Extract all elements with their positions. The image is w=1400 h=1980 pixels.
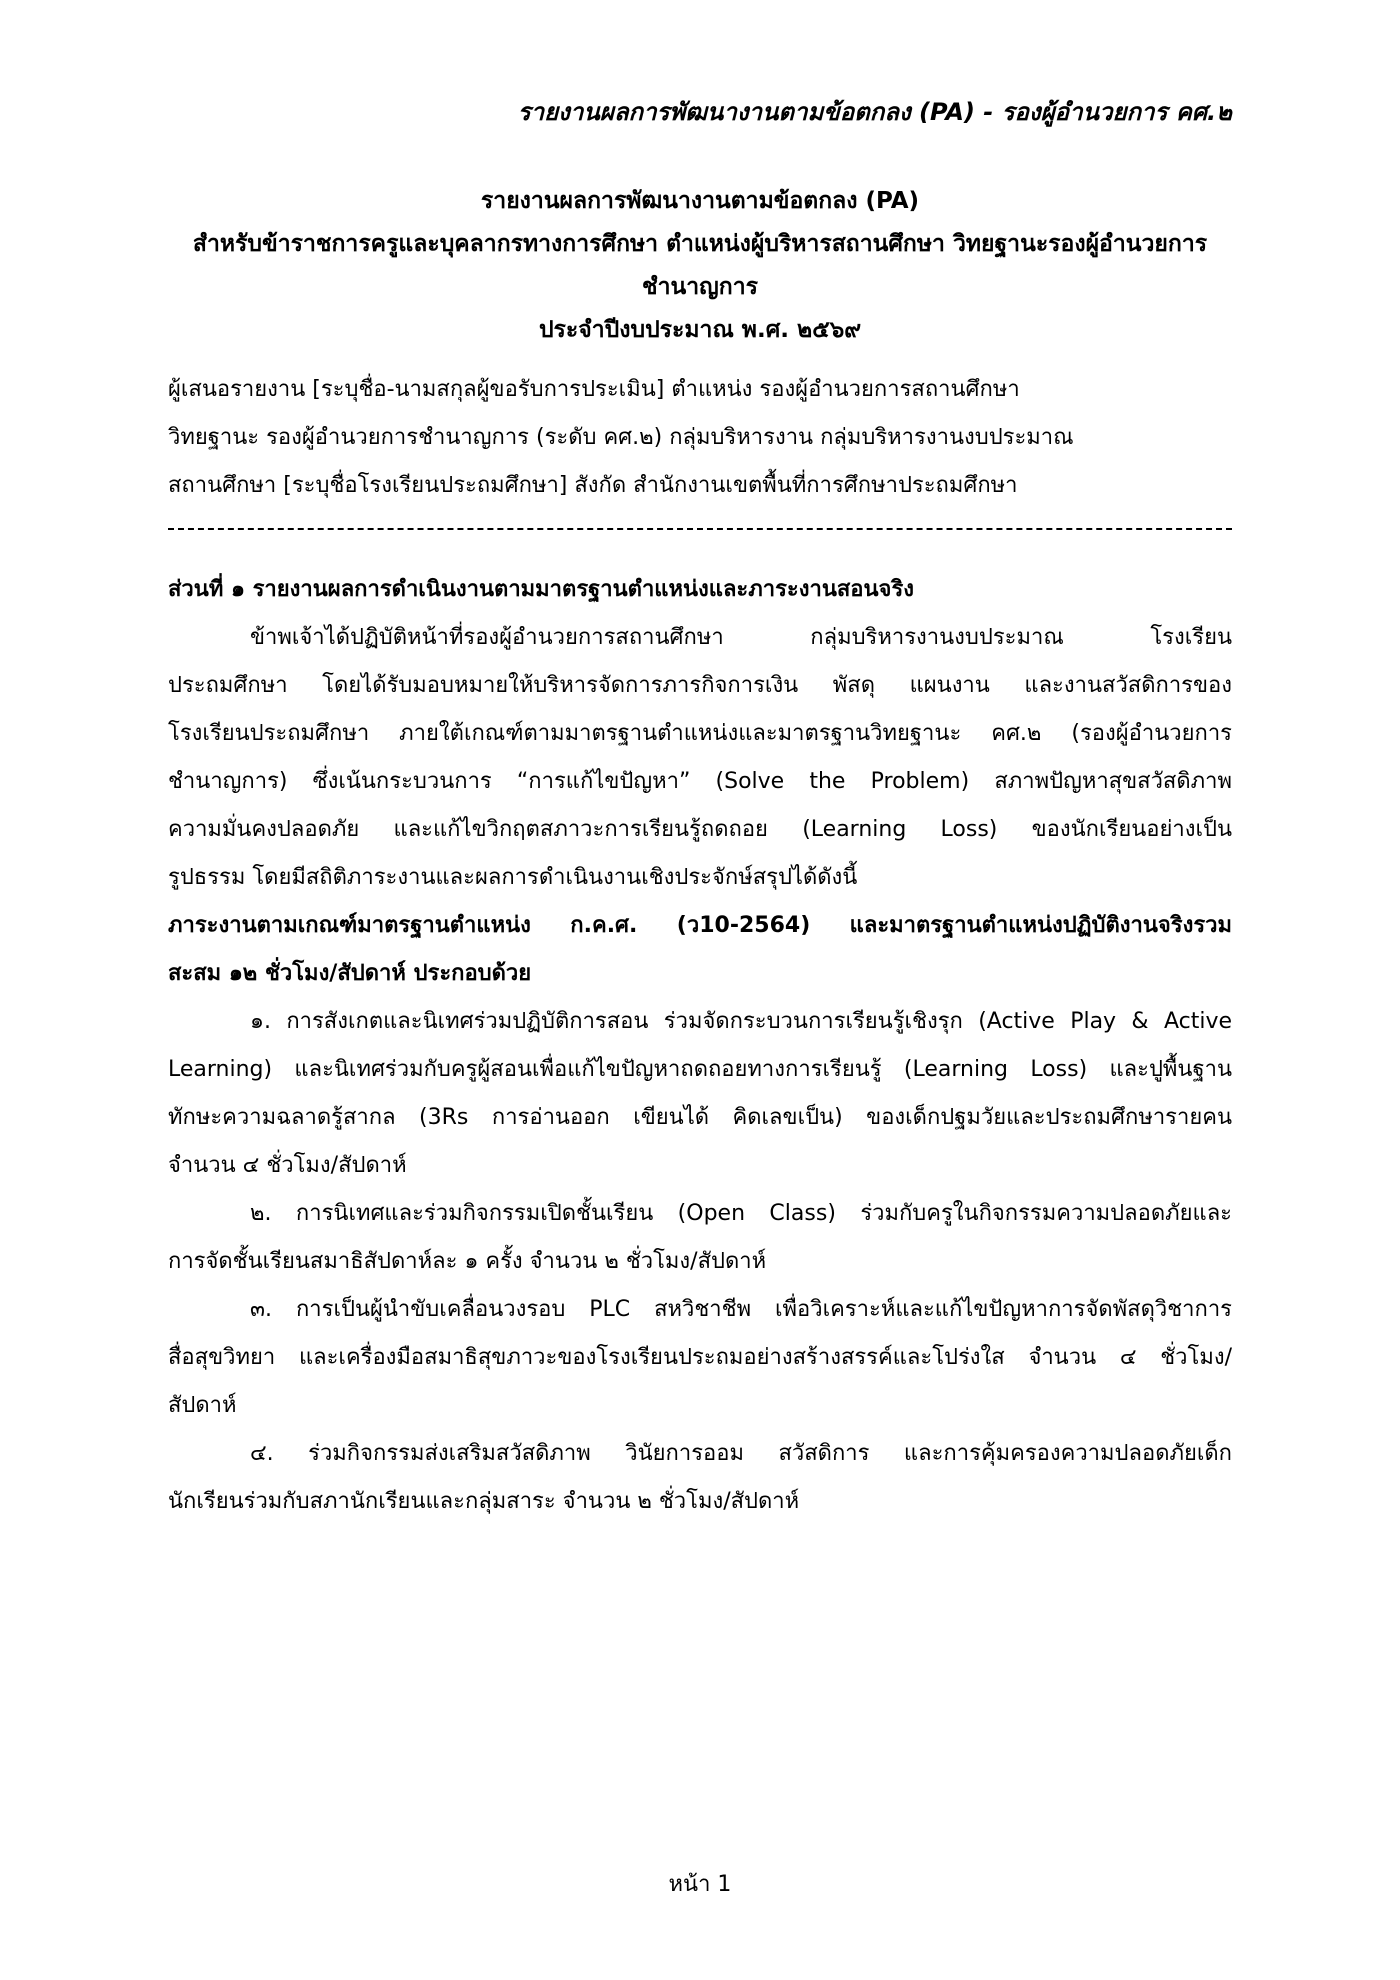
workload-heading: สะสม ๑๒ ชั่วโมง/สัปดาห์ ประกอบด้วย [168,961,532,986]
intro-paragraph-line: ประถมศึกษา โดยได้รับมอบหมายให้บริหารจัดการภารกิจการเงิน พัสดุ แผนงาน และงานสวัสดิการของ [168,673,1232,698]
page-number: หน้า 1 [668,1872,732,1897]
school-affiliation-line: สถานศึกษา [ระบุชื่อโรงเรียนประถมศึกษา] สังกัด สำนักงานเขตพื้นที่การศึกษาประถมศึกษา [168,473,1018,498]
academic-standing-line: วิทยฐานะ รองผู้อำนวยการชำนาญการ (ระดับ คศ.๒) กลุ่มบริหารงาน กลุ่มบริหารงานงบประมาณ [168,425,1074,450]
workload-item-1: Learning) และนิเทศร่วมกับครูผู้สอนเพื่อแก้ไขปัญหาถดถอยทางการเรียนรู้ (Learning Loss) และปูพื้นฐาน [168,1057,1232,1082]
workload-item-2: การจัดชั้นเรียนสมาธิสัปดาห์ละ ๑ ครั้ง จำนวน ๒ ชั่วโมง/สัปดาห์ [168,1249,767,1274]
presenter-line: ผู้เสนอรายงาน [ระบุชื่อ-นามสกุลผู้ขอรับการประเมิน] ตำแหน่ง รองผู้อำนวยการสถานศึกษา [168,377,1020,402]
intro-paragraph-line: ชำนาญการ) ซึ่งเน้นกระบวนการ “การแก้ไขปัญหา” (Solve the Problem) สภาพปัญหาสุขสวัสดิภาพ [168,769,1232,794]
dashed-divider [168,528,1232,530]
report-subtitle-continued: ชำนาญการ [642,274,758,300]
presenter-info [168,366,1232,510]
workload-item-4: ๔. ร่วมกิจกรรมส่งเสริมสวัสดิภาพ วินัยการออม สวัสดิการ และการคุ้มครองความปลอดภัยเด็ก [250,1441,1232,1466]
workload-item-2: ๒. การนิเทศและร่วมกิจกรรมเปิดชั้นเรียน (Open Class) ร่วมกับครูในกิจกรรมความปลอดภัยและ [250,1201,1232,1226]
workload-item-3: สื่อสุขวิทยา และเครื่องมือสมาธิสุขภาวะของโรงเรียนประถมอย่างสร้างสรรค์และโปร่งใส จำนวน ๔ ชั่วโมง/ [168,1345,1232,1370]
report-title-block [168,180,1232,352]
running-header: รายงานผลการพัฒนางานตามข้อตกลง (PA) - รองผู้อำนวยการ คศ.๒ [517,98,1232,126]
intro-paragraph-line: รูปธรรม โดยมีสถิติภาระงานและผลการดำเนินงานเชิงประจักษ์สรุปได้ดังนี้ [168,865,858,890]
section-heading: ส่วนที่ ๑ รายงานผลการดำเนินงานตามมาตรฐานตำแหน่งและภาระงานสอนจริง [168,577,915,602]
workload-heading: ภาระงานตามเกณฑ์มาตรฐานตำแหน่ง ก.ค.ศ. (ว10-2564) และมาตรฐานตำแหน่งปฏิบัติงานจริงรวม [168,913,1232,938]
workload-item-1: ทักษะความฉลาดรู้สากล (3Rs การอ่านออก เขียนได้ คิดเลขเป็น) ของเด็กปฐมวัยและประถมศึกษารายคน [168,1105,1232,1130]
workload-item-3: ๓. การเป็นผู้นำขับเคลื่อนวงรอบ PLC สหวิชาชีพ เพื่อวิเคราะห์และแก้ไขปัญหาการจัดพัสดุวิชาการ [250,1297,1232,1322]
workload-item-4: นักเรียนร่วมกับสภานักเรียนและกลุ่มสาระ จำนวน ๒ ชั่วโมง/สัปดาห์ [168,1489,800,1514]
section-1 [168,566,1232,1526]
intro-paragraph-line: โรงเรียนประถมศึกษา ภายใต้เกณฑ์ตามมาตรฐานตำแหน่งและมาตรฐานวิทยฐานะ คศ.๒ (รองผู้อำนวยการ [168,721,1232,746]
workload-item-1: จำนวน ๔ ชั่วโมง/สัปดาห์ [168,1153,407,1178]
report-title: รายงานผลการพัฒนางานตามข้อตกลง (PA) [480,188,920,214]
workload-item-1: ๑. การสังเกตและนิเทศร่วมปฏิบัติการสอน ร่วมจัดกระบวนการเรียนรู้เชิงรุก (Active Play & Active [250,1009,1232,1034]
intro-paragraph-line: ความมั่นคงปลอดภัย และแก้ไขวิกฤตสภาวะการเรียนรู้ถดถอย (Learning Loss) ของนักเรียนอย่างเป็น [168,817,1232,842]
intro-paragraph-line: ข้าพเจ้าได้ปฏิบัติหน้าที่รองผู้อำนวยการสถานศึกษา กลุ่มบริหารงานงบประมาณ โรงเรียน [250,625,1232,650]
workload-item-3: สัปดาห์ [168,1393,237,1418]
fiscal-year: ประจำปีงบประมาณ พ.ศ. ๒๕๖๙ [538,317,862,343]
report-subtitle: สำหรับข้าราชการครูและบุคลากรทางการศึกษา ตำแหน่งผู้บริหารสถานศึกษา วิทยฐานะรองผู้อำนวยการ [192,231,1208,257]
